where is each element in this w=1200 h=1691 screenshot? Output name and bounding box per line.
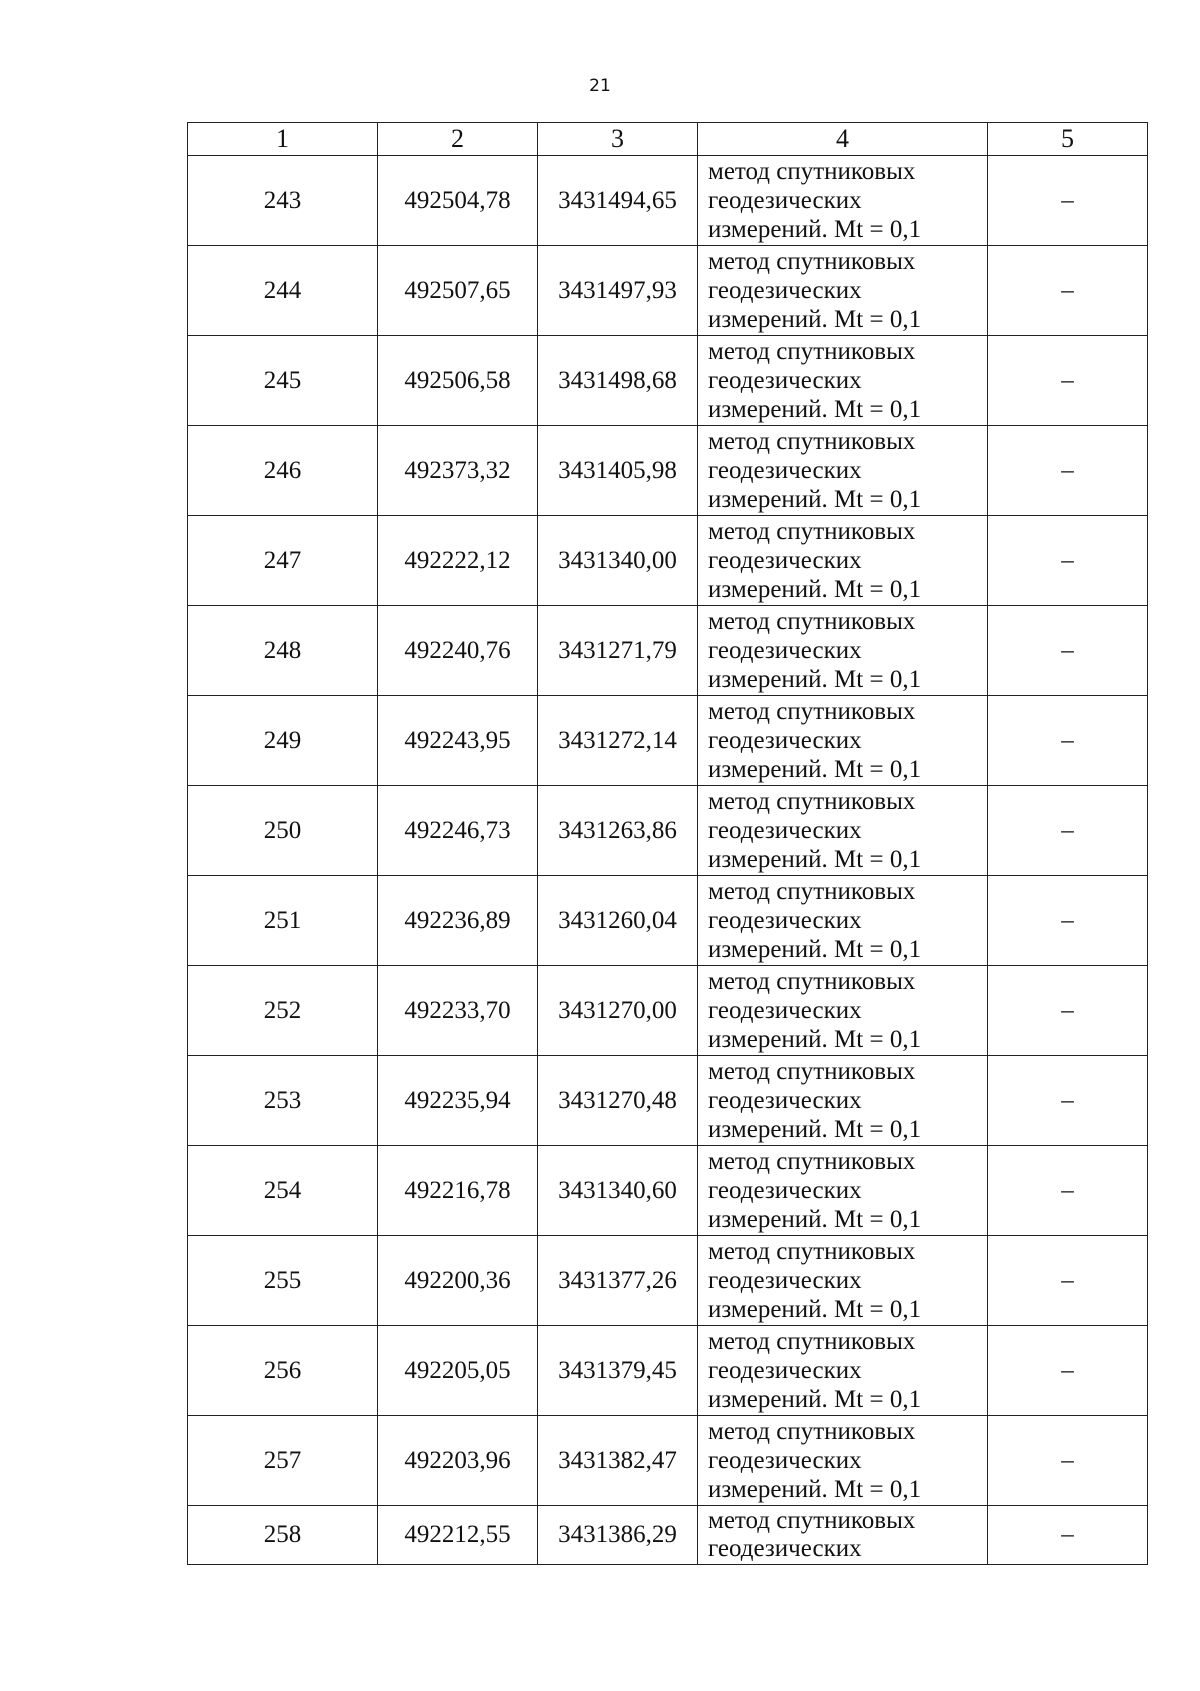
note-cell: – bbox=[988, 696, 1148, 786]
x-coordinate-cell: 492504,78 bbox=[378, 156, 538, 246]
method-text-line: метод спутниковых bbox=[708, 788, 916, 815]
method-text-line: геодезических bbox=[708, 1447, 862, 1474]
method-text-line: метод спутниковых bbox=[708, 1418, 916, 1445]
method-text-line: измерений. Mt = 0,1 bbox=[708, 936, 922, 963]
method-text-line: измерений. Mt = 0,1 bbox=[708, 1026, 922, 1053]
table-row bbox=[188, 606, 1148, 696]
note-cell: – bbox=[988, 606, 1148, 696]
method-text-line: метод спутниковых bbox=[708, 518, 916, 545]
method-text-line: геодезических bbox=[708, 1177, 862, 1204]
point-number-cell: 249 bbox=[188, 696, 378, 786]
x-coordinate-cell: 492235,94 bbox=[378, 1056, 538, 1146]
point-number-cell: 258 bbox=[188, 1506, 378, 1565]
table-row bbox=[188, 876, 1148, 966]
x-coordinate-cell: 492246,73 bbox=[378, 786, 538, 876]
table-row bbox=[188, 696, 1148, 786]
coordinates-table bbox=[187, 122, 1148, 1565]
y-coordinate-cell: 3431340,60 bbox=[538, 1146, 698, 1236]
x-coordinate-cell: 492233,70 bbox=[378, 966, 538, 1056]
method-text-line: метод спутниковых bbox=[708, 1328, 916, 1355]
method-text-line: геодезических bbox=[708, 637, 862, 664]
column-header: 5 bbox=[988, 123, 1148, 156]
method-text-line: геодезических bbox=[708, 187, 862, 214]
method-text-line: геодезических bbox=[708, 1087, 862, 1114]
x-coordinate-cell: 492236,89 bbox=[378, 876, 538, 966]
note-cell: – bbox=[988, 1326, 1148, 1416]
method-text-line: геодезических bbox=[708, 367, 862, 394]
note-cell: – bbox=[988, 426, 1148, 516]
column-header: 1 bbox=[188, 123, 378, 156]
method-text-line: измерений. Mt = 0,1 bbox=[708, 216, 922, 243]
method-text-line: метод спутниковых bbox=[708, 1507, 916, 1534]
method-text-line: метод спутниковых bbox=[708, 968, 916, 995]
method-cell bbox=[698, 786, 988, 876]
x-coordinate-cell: 492222,12 bbox=[378, 516, 538, 606]
table-row bbox=[188, 516, 1148, 606]
method-cell bbox=[698, 696, 988, 786]
x-coordinate-cell: 492243,95 bbox=[378, 696, 538, 786]
point-number-cell: 256 bbox=[188, 1326, 378, 1416]
method-cell bbox=[698, 876, 988, 966]
x-coordinate-cell: 492507,65 bbox=[378, 246, 538, 336]
note-cell: – bbox=[988, 1236, 1148, 1326]
y-coordinate-cell: 3431270,00 bbox=[538, 966, 698, 1056]
method-cell bbox=[698, 156, 988, 246]
point-number-cell: 246 bbox=[188, 426, 378, 516]
table-row bbox=[188, 1236, 1148, 1326]
method-text-line: геодезических bbox=[708, 1357, 862, 1384]
method-cell bbox=[698, 966, 988, 1056]
method-cell bbox=[698, 516, 988, 606]
table-row bbox=[188, 1146, 1148, 1236]
method-text-line: метод спутниковых bbox=[708, 248, 916, 275]
column-header: 3 bbox=[538, 123, 698, 156]
y-coordinate-cell: 3431272,14 bbox=[538, 696, 698, 786]
point-number-cell: 251 bbox=[188, 876, 378, 966]
point-number-cell: 248 bbox=[188, 606, 378, 696]
point-number-cell: 244 bbox=[188, 246, 378, 336]
method-text-line: геодезических bbox=[708, 907, 862, 934]
y-coordinate-cell: 3431405,98 bbox=[538, 426, 698, 516]
method-cell bbox=[698, 1416, 988, 1506]
method-cell bbox=[698, 606, 988, 696]
x-coordinate-cell: 492506,58 bbox=[378, 336, 538, 426]
table-row bbox=[188, 966, 1148, 1056]
method-text-line: метод спутниковых bbox=[708, 338, 916, 365]
x-coordinate-cell: 492200,36 bbox=[378, 1236, 538, 1326]
table-row bbox=[188, 1056, 1148, 1146]
table-row bbox=[188, 336, 1148, 426]
y-coordinate-cell: 3431382,47 bbox=[538, 1416, 698, 1506]
method-text-line: геодезических bbox=[708, 457, 862, 484]
x-coordinate-cell: 492203,96 bbox=[378, 1416, 538, 1506]
method-text-line: измерений. Mt = 0,1 bbox=[708, 666, 922, 693]
method-cell bbox=[698, 1236, 988, 1326]
point-number-cell: 245 bbox=[188, 336, 378, 426]
method-text-line: метод спутниковых bbox=[708, 1148, 916, 1175]
note-cell: – bbox=[988, 1146, 1148, 1236]
note-cell: – bbox=[988, 1506, 1148, 1565]
y-coordinate-cell: 3431386,29 bbox=[538, 1506, 698, 1565]
method-cell bbox=[698, 336, 988, 426]
method-cell bbox=[698, 1506, 988, 1565]
method-text-line: измерений. Mt = 0,1 bbox=[708, 486, 922, 513]
method-text-line: измерений. Mt = 0,1 bbox=[708, 1386, 922, 1413]
method-text-line: метод спутниковых bbox=[708, 428, 916, 455]
y-coordinate-cell: 3431271,79 bbox=[538, 606, 698, 696]
note-cell: – bbox=[988, 516, 1148, 606]
method-text-line: измерений. Mt = 0,1 bbox=[708, 576, 922, 603]
table-row bbox=[188, 426, 1148, 516]
x-coordinate-cell: 492212,55 bbox=[378, 1506, 538, 1565]
point-number-cell: 243 bbox=[188, 156, 378, 246]
method-cell bbox=[698, 1326, 988, 1416]
y-coordinate-cell: 3431340,00 bbox=[538, 516, 698, 606]
point-number-cell: 255 bbox=[188, 1236, 378, 1326]
y-coordinate-cell: 3431260,04 bbox=[538, 876, 698, 966]
method-text-line: измерений. Mt = 0,1 bbox=[708, 1206, 922, 1233]
method-text-line: метод спутниковых bbox=[708, 878, 916, 905]
y-coordinate-cell: 3431379,45 bbox=[538, 1326, 698, 1416]
table-row bbox=[188, 1416, 1148, 1506]
method-text-line: геодезических bbox=[708, 997, 862, 1024]
x-coordinate-cell: 492373,32 bbox=[378, 426, 538, 516]
table-row bbox=[188, 786, 1148, 876]
table-header-row bbox=[188, 123, 1148, 156]
method-cell bbox=[698, 246, 988, 336]
note-cell: – bbox=[988, 156, 1148, 246]
note-cell: – bbox=[988, 1416, 1148, 1506]
note-cell: – bbox=[988, 1056, 1148, 1146]
note-cell: – bbox=[988, 246, 1148, 336]
method-text-line: геодезических bbox=[708, 1535, 862, 1562]
page-number: 21 bbox=[589, 76, 611, 96]
point-number-cell: 253 bbox=[188, 1056, 378, 1146]
method-text-line: метод спутниковых bbox=[708, 608, 916, 635]
method-text-line: геодезических bbox=[708, 817, 862, 844]
y-coordinate-cell: 3431497,93 bbox=[538, 246, 698, 336]
note-cell: – bbox=[988, 876, 1148, 966]
method-cell bbox=[698, 426, 988, 516]
method-text-line: метод спутниковых bbox=[708, 1238, 916, 1265]
table-row bbox=[188, 246, 1148, 336]
note-cell: – bbox=[988, 336, 1148, 426]
method-text-line: измерений. Mt = 0,1 bbox=[708, 756, 922, 783]
method-text-line: метод спутниковых bbox=[708, 1058, 916, 1085]
point-number-cell: 252 bbox=[188, 966, 378, 1056]
note-cell: – bbox=[988, 786, 1148, 876]
y-coordinate-cell: 3431494,65 bbox=[538, 156, 698, 246]
method-text-line: геодезических bbox=[708, 277, 862, 304]
x-coordinate-cell: 492240,76 bbox=[378, 606, 538, 696]
column-header: 4 bbox=[698, 123, 988, 156]
method-cell bbox=[698, 1056, 988, 1146]
method-text-line: измерений. Mt = 0,1 bbox=[708, 1476, 922, 1503]
column-header: 2 bbox=[378, 123, 538, 156]
point-number-cell: 254 bbox=[188, 1146, 378, 1236]
method-text-line: измерений. Mt = 0,1 bbox=[708, 1116, 922, 1143]
method-text-line: метод спутниковых bbox=[708, 158, 916, 185]
table-row bbox=[188, 1506, 1148, 1565]
method-text-line: геодезических bbox=[708, 1267, 862, 1294]
y-coordinate-cell: 3431270,48 bbox=[538, 1056, 698, 1146]
point-number-cell: 257 bbox=[188, 1416, 378, 1506]
method-text-line: геодезических bbox=[708, 547, 862, 574]
y-coordinate-cell: 3431498,68 bbox=[538, 336, 698, 426]
method-text-line: измерений. Mt = 0,1 bbox=[708, 846, 922, 873]
x-coordinate-cell: 492216,78 bbox=[378, 1146, 538, 1236]
method-text-line: измерений. Mt = 0,1 bbox=[708, 1296, 922, 1323]
table-row bbox=[188, 156, 1148, 246]
method-text-line: измерений. Mt = 0,1 bbox=[708, 306, 922, 333]
x-coordinate-cell: 492205,05 bbox=[378, 1326, 538, 1416]
method-text-line: метод спутниковых bbox=[708, 698, 916, 725]
method-cell bbox=[698, 1146, 988, 1236]
note-cell: – bbox=[988, 966, 1148, 1056]
point-number-cell: 247 bbox=[188, 516, 378, 606]
method-text-line: измерений. Mt = 0,1 bbox=[708, 396, 922, 423]
y-coordinate-cell: 3431377,26 bbox=[538, 1236, 698, 1326]
method-text-line: геодезических bbox=[708, 727, 862, 754]
y-coordinate-cell: 3431263,86 bbox=[538, 786, 698, 876]
table-row bbox=[188, 1326, 1148, 1416]
point-number-cell: 250 bbox=[188, 786, 378, 876]
